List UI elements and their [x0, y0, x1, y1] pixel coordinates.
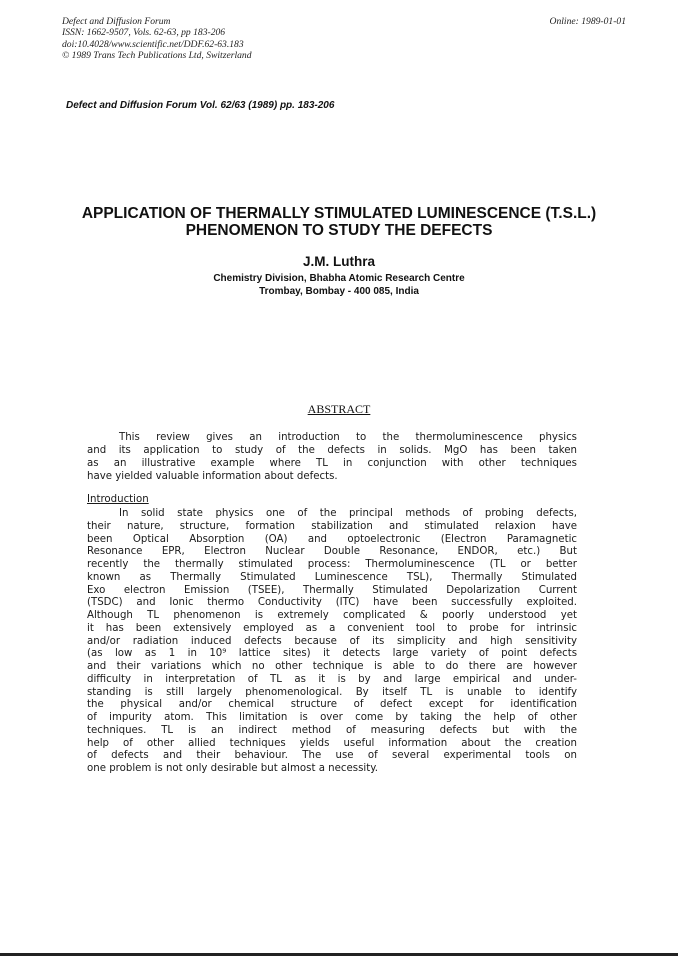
- body-line: In solid state physics one of the principal methods of probing defects,: [119, 508, 577, 519]
- citation-block: [62, 16, 252, 61]
- body-line: difficulty in interpretation of TL as it is by and large empirical and under-: [87, 673, 577, 685]
- body-line: one problem is not only desirable but almost a necessity.: [87, 763, 379, 774]
- journal-reference: Defect and Diffusion Forum Vol. 62/63 (1989) pp. 183-206: [66, 100, 335, 111]
- citation-line: Defect and Diffusion Forum: [62, 16, 171, 27]
- body-line: been Optical Absorption (OA) and optoelectronic (Electron Paramagnetic: [87, 533, 577, 545]
- body-line: their nature, structure, formation stabilization and stimulated relaxion have: [87, 520, 577, 532]
- body-line: Resonance EPR, Electron Nuclear Double Resonance, ENDOR, etc.) But: [87, 546, 577, 558]
- abstract-line: as an illustrative example where TL in conjunction with other techniques: [87, 458, 577, 469]
- body-line: (TSDC) and Ionic thermo Conductivity (ITC) have been successfully exploited.: [87, 597, 577, 609]
- footer-rule: [0, 953, 678, 956]
- introduction-heading: Introduction: [87, 494, 149, 505]
- abstract-body: [87, 431, 577, 483]
- author-name: J.M. Luthra: [302, 254, 375, 269]
- body-line: of impurity atom. This limitation is over come by taking the help of other: [87, 712, 577, 723]
- affiliation-line: Chemistry Division, Bhabha Atomic Research Centre: [213, 273, 465, 284]
- title-line: PHENOMENON TO STUDY THE DEFECTS: [185, 222, 493, 239]
- body-line: Although TL phenomenon is extremely complicated & poorly understood yet: [87, 610, 577, 621]
- citation-line: © 1989 Trans Tech Publications Ltd, Switzerland: [62, 49, 252, 61]
- introduction-body: [87, 508, 577, 776]
- body-line: and their variations which no other technique is able to do there are however: [87, 661, 577, 672]
- body-line: techniques. TL is an indirect method of measuring defects but with the: [87, 724, 577, 736]
- body-line: recently the thermally stimulated process: Thermoluminescence (TL or better: [87, 559, 577, 570]
- citation-line: ISSN: 1662-9507, Vols. 62-63, pp 183-206: [62, 27, 226, 39]
- affiliation-line: Trombay, Bombay - 400 085, India: [259, 286, 419, 297]
- body-line: it has been extensively employed as a convenient tool to probe for intrinsic: [87, 622, 577, 634]
- affiliation: [0, 272, 678, 298]
- paper-title: [0, 205, 678, 239]
- title-line: APPLICATION OF THERMALLY STIMULATED LUMINESCENCE (T.S.L.): [81, 205, 597, 222]
- body-line: known as Thermally Stimulated Luminescence TSL), Thermally Stimulated: [87, 571, 577, 583]
- body-line: and/or radiation induced defects because of its simplicity and high sensitivity: [87, 635, 577, 647]
- body-line: help of other allied techniques yields useful information about the creation: [87, 737, 577, 749]
- body-line: standing is still largely phenomenological. By itself TL is unable to identify: [87, 686, 577, 698]
- abstract-line: have yielded valuable information about defects.: [87, 471, 338, 482]
- abstract-line: and its application to study of the defects in solids. MgO has been taken: [87, 445, 577, 456]
- body-line: (as low as 1 in 10⁹ lattice sites) it detects large variety of point defects: [87, 648, 577, 660]
- abstract-heading: ABSTRACT: [307, 402, 371, 416]
- body-line: Exo electron Emission (TSEE), Thermally Stimulated Depolarization Current: [87, 584, 577, 596]
- abstract-line: This review gives an introduction to the thermoluminescence physics: [119, 432, 577, 443]
- body-line: the physical and/or chemical structure of defect except for identification: [87, 699, 577, 711]
- body-line: of defects and their behaviour. The use of several experimental tools on: [87, 750, 577, 762]
- citation-line: doi:10.4028/www.scientific.net/DDF.62-63.183: [62, 38, 244, 50]
- online-date: Online: 1989-01-01: [549, 16, 626, 27]
